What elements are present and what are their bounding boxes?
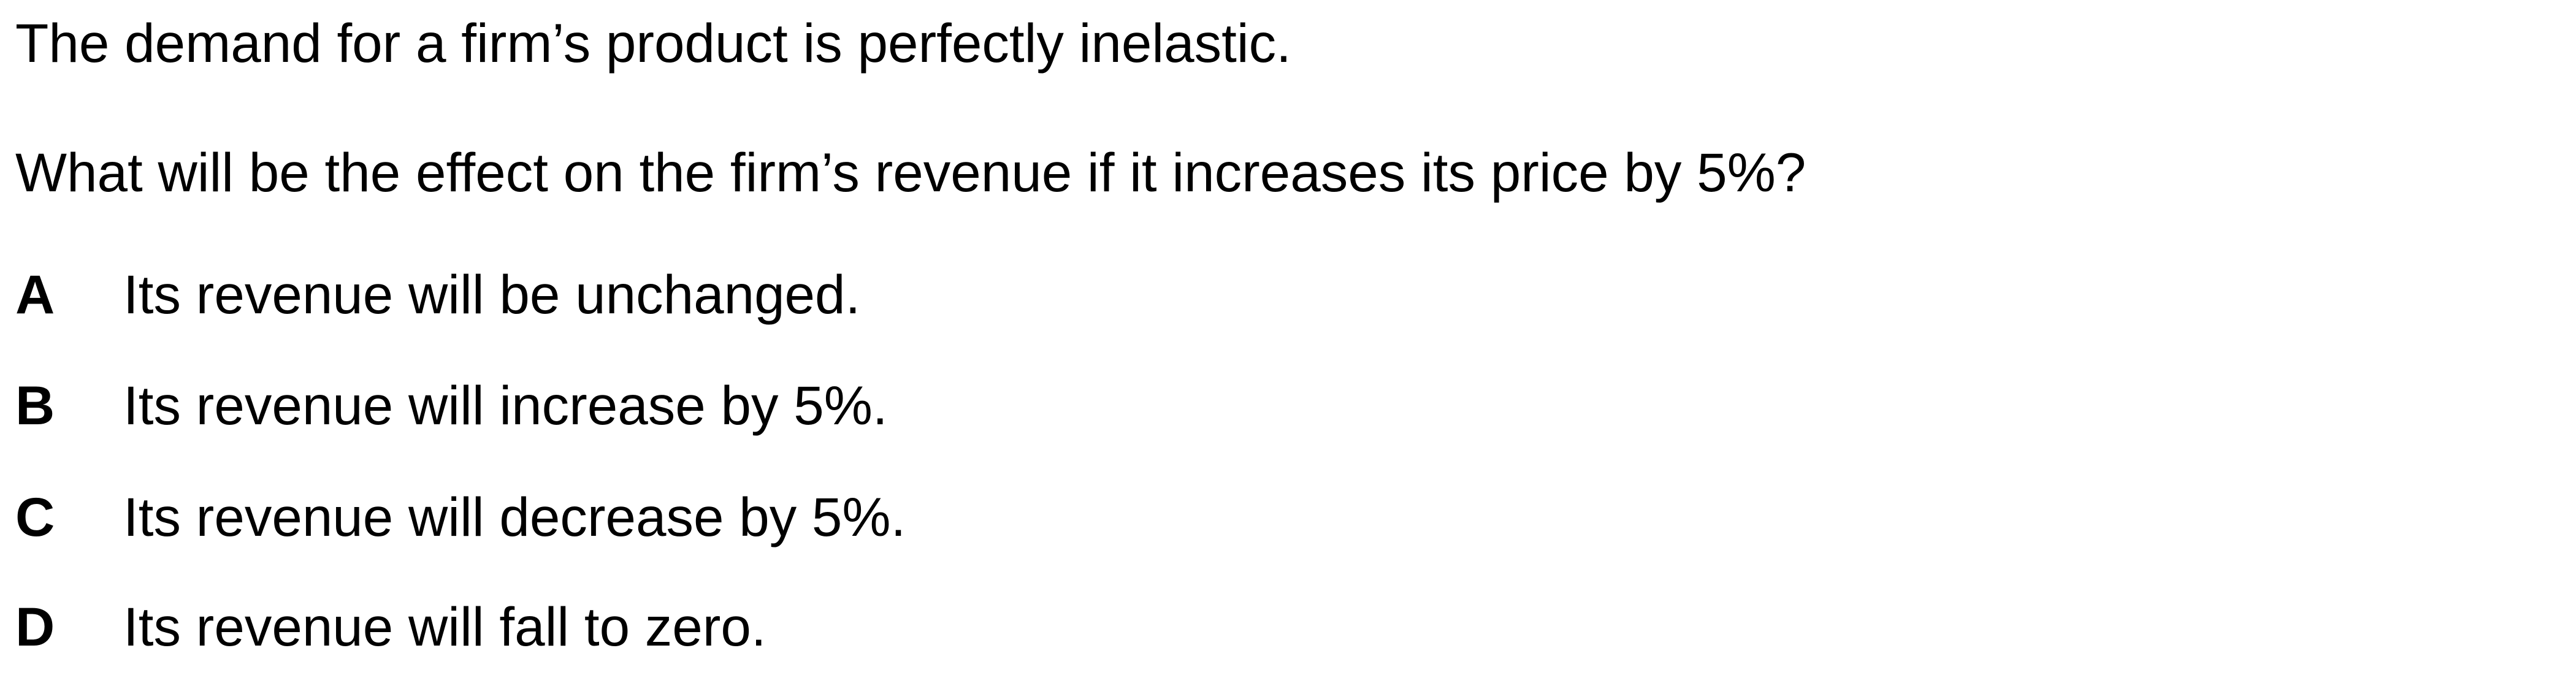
- option-text: Its revenue will decrease by 5%.: [123, 486, 906, 547]
- question-stem: The demand for a firm’s product is perfectly inelastic.: [15, 12, 1291, 74]
- option-d[interactable]: [15, 596, 2560, 657]
- question-prompt: What will be the effect on the firm’s revenue if it increases its price by 5%?: [15, 142, 1806, 203]
- option-text: Its revenue will be unchanged.: [123, 264, 861, 325]
- option-letter: C: [15, 486, 55, 547]
- option-c[interactable]: [15, 486, 2560, 547]
- option-text: Its revenue will increase by 5%.: [123, 375, 888, 436]
- option-a[interactable]: [15, 264, 2560, 325]
- option-letter: B: [15, 375, 55, 436]
- option-text: Its revenue will fall to zero.: [123, 596, 766, 657]
- option-letter: A: [15, 264, 55, 325]
- option-letter: D: [15, 596, 55, 657]
- option-b[interactable]: [15, 375, 2560, 436]
